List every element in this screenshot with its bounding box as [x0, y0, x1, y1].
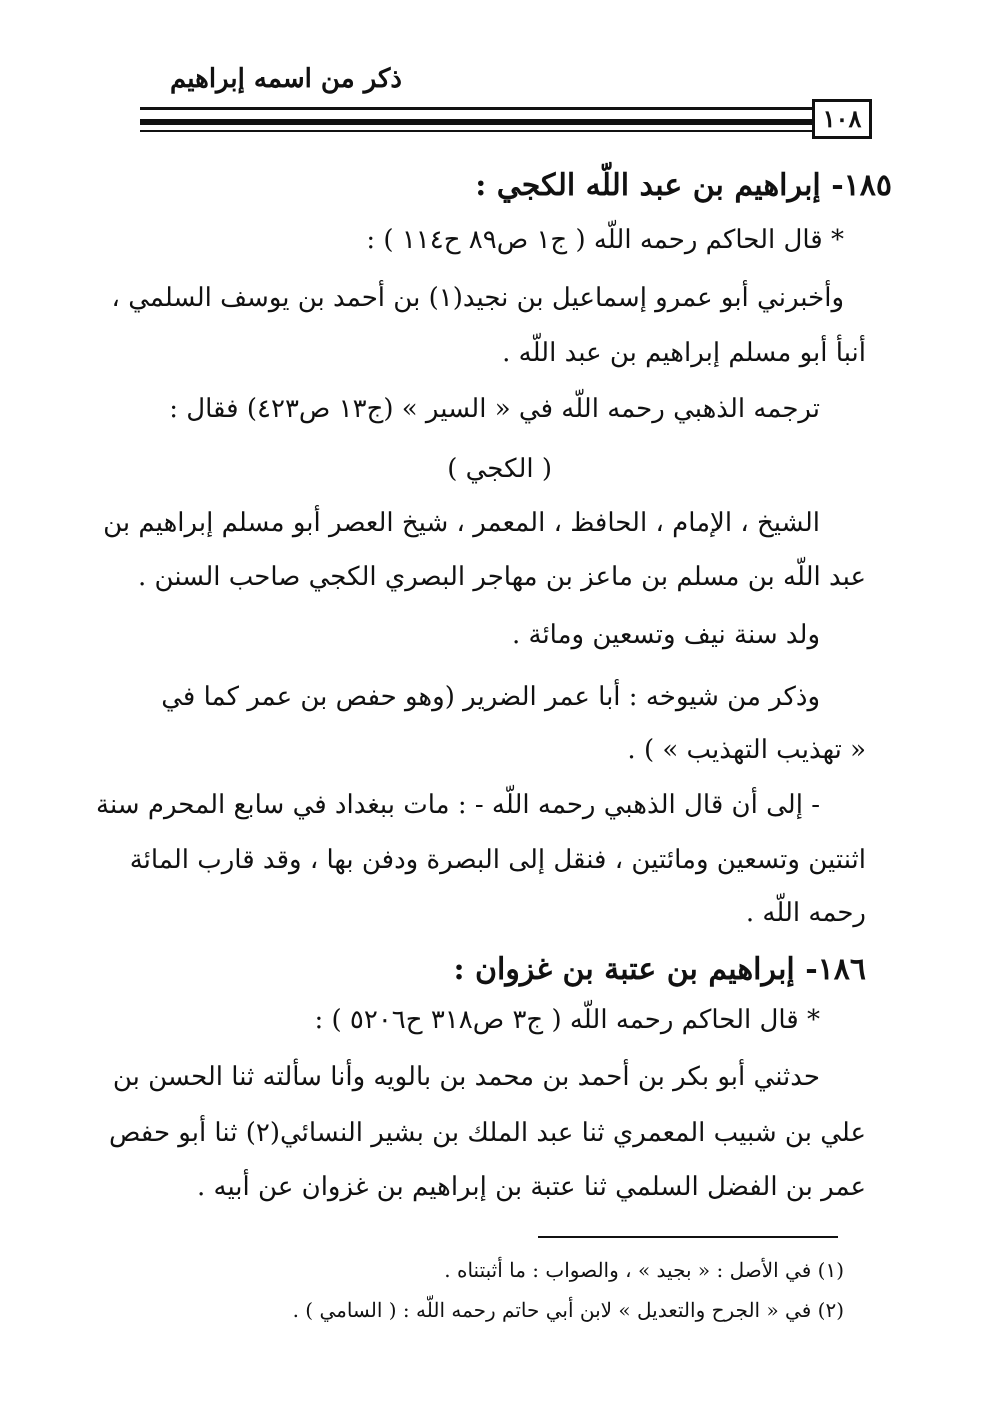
- running-title: ذكر من اسمه إبراهيم: [169, 64, 402, 94]
- body-line: « تهذيب التهذيب » ) .: [627, 735, 866, 765]
- entry-heading-185: ١٨٥- إبراهيم بن عبد اللّه الكجي :: [475, 168, 892, 203]
- body-line: ولد سنة نيف وتسعين ومائة .: [511, 620, 820, 650]
- body-line: الشيخ ، الإمام ، الحافظ ، المعمر ، شيخ العصر أبو مسلم إبراهيم بن: [103, 508, 820, 538]
- source-citation-186: * قال الحاكم رحمه اللّه ( ج٣ ص٣١٨ ح٥٢٠٦ ) :: [314, 1005, 820, 1035]
- header-rule-bottom: [140, 130, 812, 132]
- body-line: حدثني أبو بكر بن أحمد بن محمد بن بالويه وأنا سألته ثنا الحسن بن: [112, 1062, 820, 1092]
- source-citation-185: * قال الحاكم رحمه اللّه ( ج١ ص٨٩ ح١١٤ ) :: [366, 225, 844, 255]
- body-line: علي بن شبيب المعمري ثنا عبد الملك بن بشير النسائي(٢) ثنا أبو حفص: [108, 1118, 866, 1148]
- footnote-rule: [538, 1236, 838, 1238]
- header-rule-top: [140, 107, 812, 110]
- body-line: - إلى أن قال الذهبي رحمه اللّه - : مات ببغداد في سابع المحرم سنة: [96, 790, 820, 820]
- body-line: ترجمه الذهبي رحمه اللّه في « السير » (ج١٣ ص٤٢٣) فقال :: [169, 394, 820, 424]
- entry-heading-186: ١٨٦- إبراهيم بن عتبة بن غزوان :: [453, 952, 866, 987]
- subheading-kaji: ( الكجي ): [447, 454, 552, 484]
- header-rule-thick: [140, 119, 812, 125]
- body-line: رحمه اللّه .: [745, 898, 866, 928]
- page-number: ١٠٨: [812, 99, 872, 139]
- body-line: عبد اللّه بن مسلم بن ماعز بن مهاجر البصري الكجي صاحب السنن .: [138, 562, 866, 592]
- body-line: عمر بن الفضل السلمي ثنا عتبة بن إبراهيم بن غزوان عن أبيه .: [196, 1172, 866, 1202]
- body-line: أنبأ أبو مسلم إبراهيم بن عبد اللّه .: [502, 338, 866, 368]
- footnote-2: (٢) في « الجرح والتعديل » لابن أبي حاتم رحمه اللّه : ( السامي ) .: [292, 1298, 844, 1322]
- body-line: وأخبرني أبو عمرو إسماعيل بن نجيد(١) بن أحمد بن يوسف السلمي ،: [111, 283, 844, 313]
- body-line: وذكر من شيوخه : أبا عمر الضرير (وهو حفص بن عمر كما في: [161, 682, 820, 712]
- footnote-1: (١) في الأصل : « بجيد » ، والصواب : ما أثبتناه .: [444, 1258, 844, 1282]
- body-line: اثنتين وتسعين ومائتين ، فنقل إلى البصرة ودفن بها ، وقد قارب المائة: [129, 845, 866, 875]
